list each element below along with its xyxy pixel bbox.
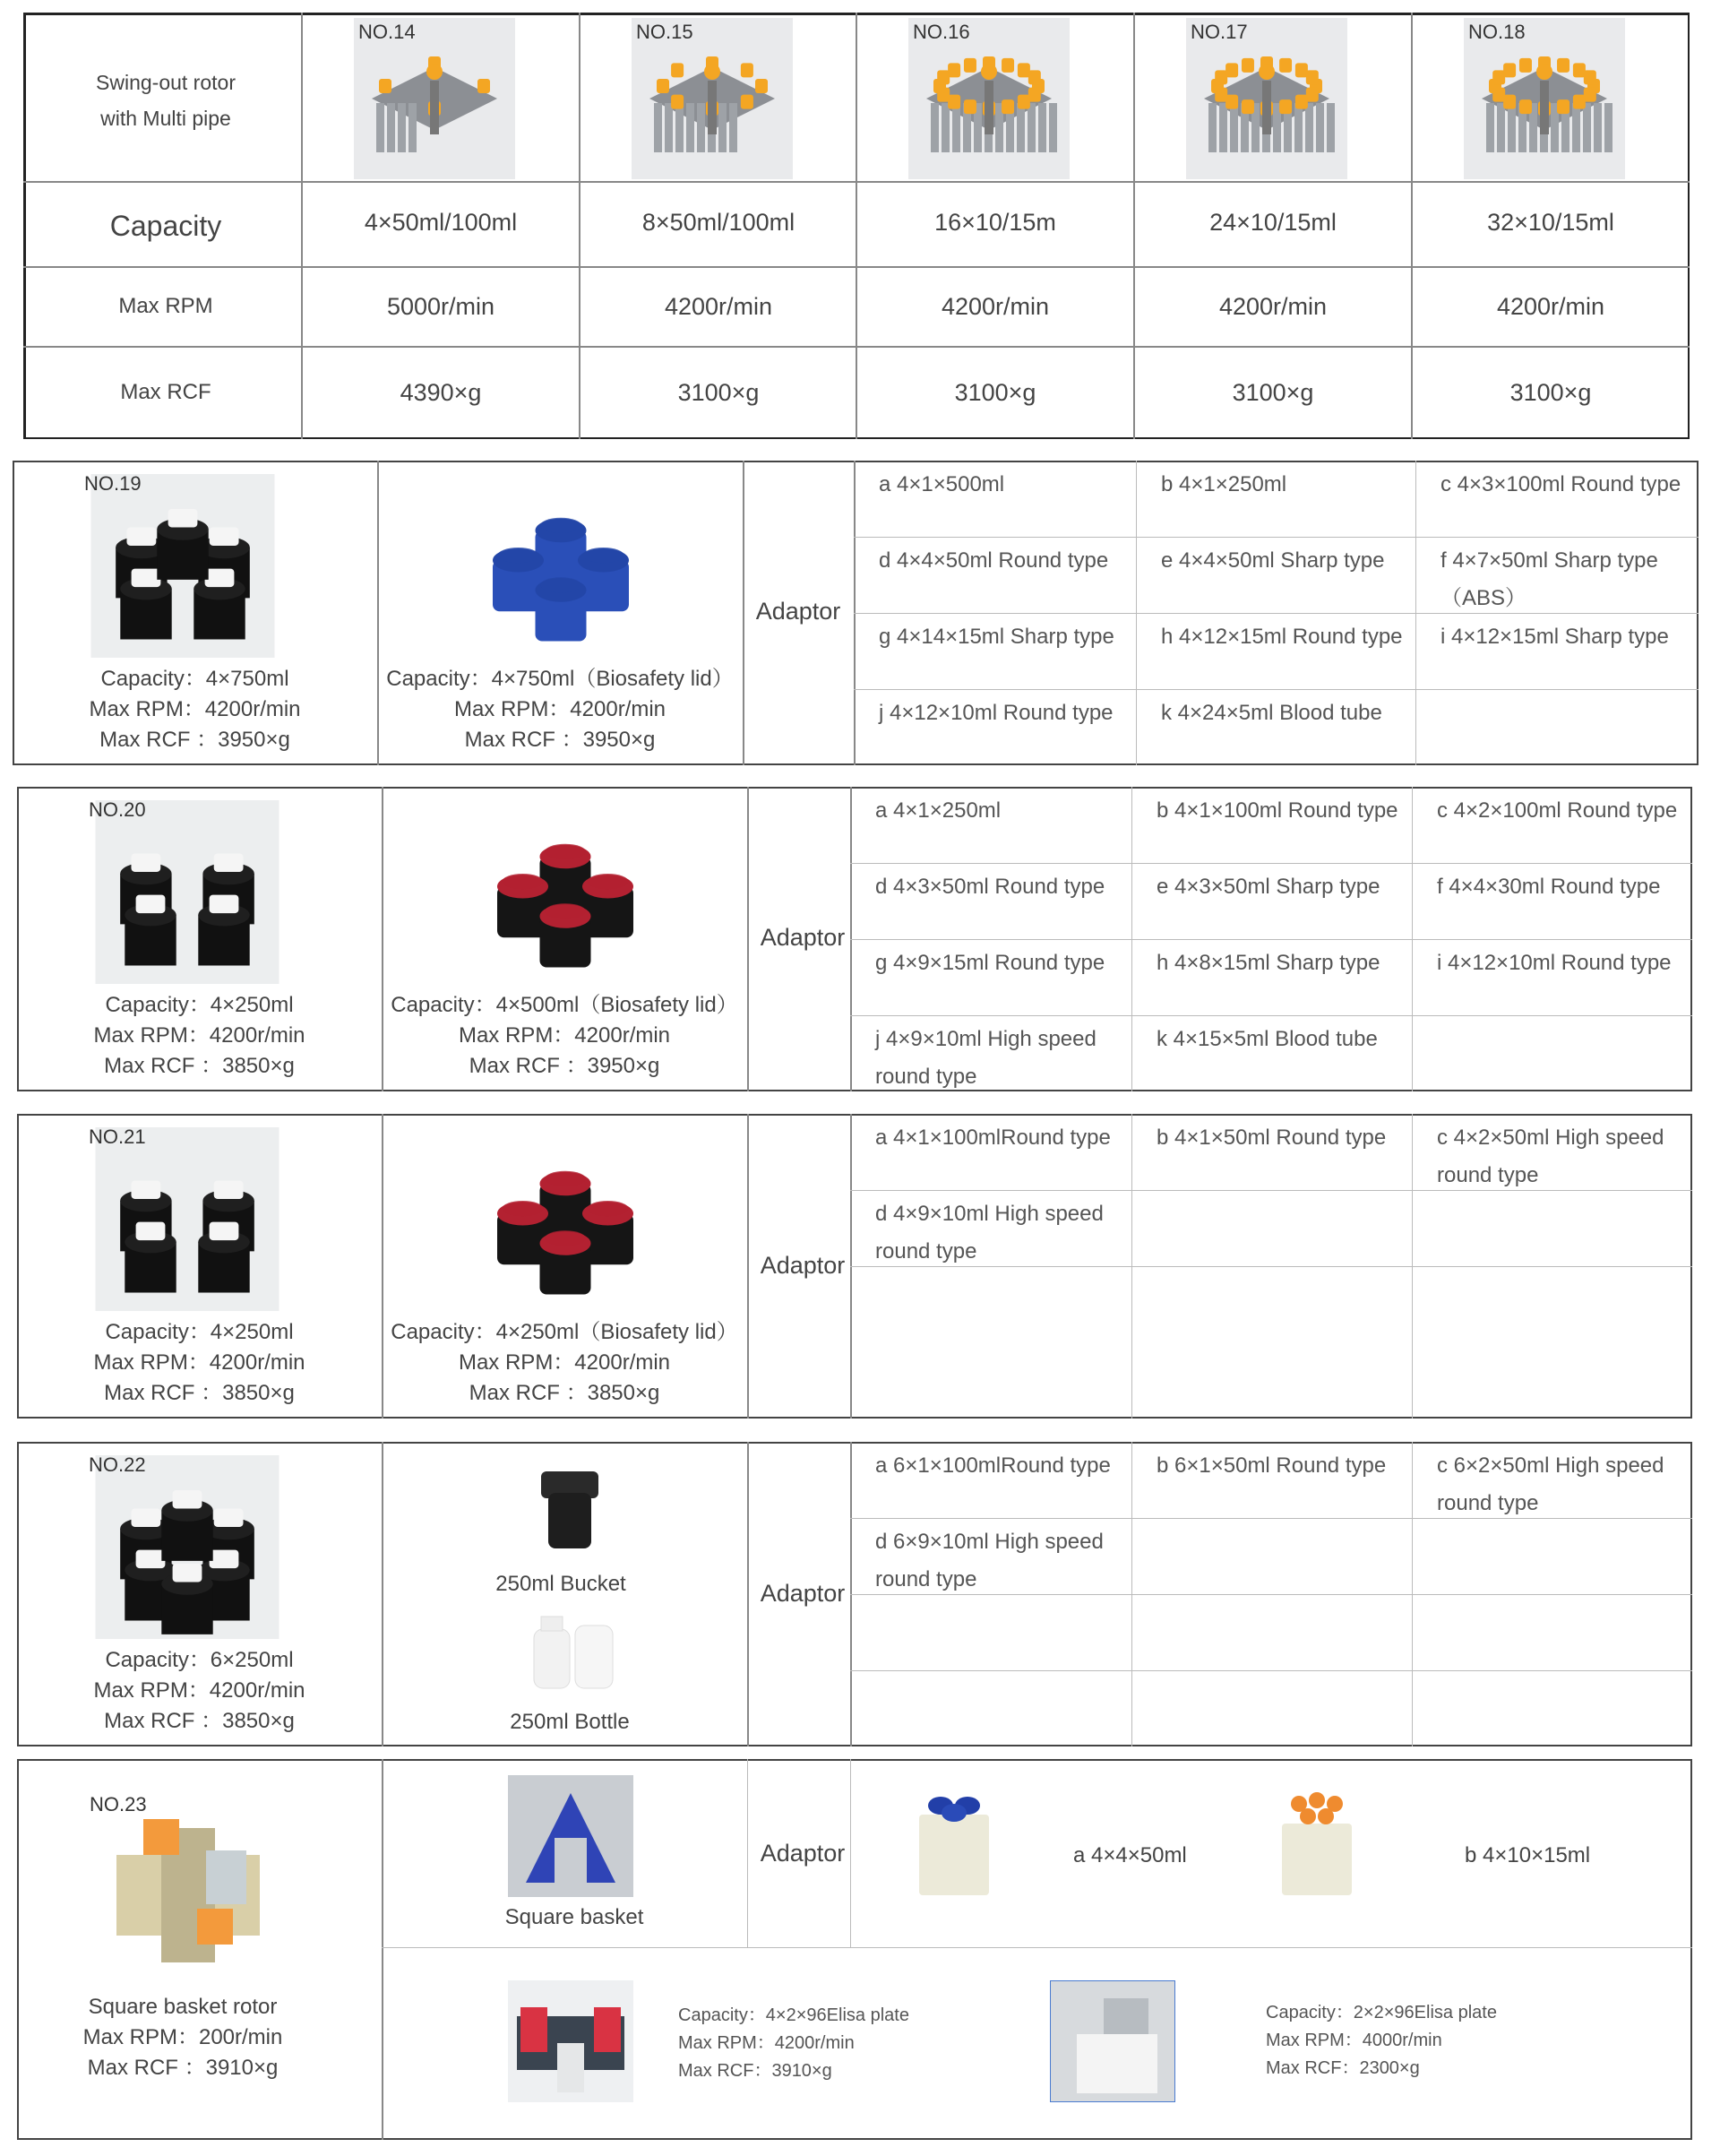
adaptor-item: c 4×2×100ml Round type	[1437, 798, 1678, 823]
rotor-number: NO.22	[89, 1453, 146, 1476]
divider	[1415, 461, 1416, 765]
rotor-number: NO.17	[1191, 21, 1248, 43]
adaptor-item: i 4×12×10ml Round type	[1437, 951, 1672, 975]
max-rpm-value: 5000r/min	[386, 293, 495, 320]
adaptor-item: c 4×3×100ml Round type	[1440, 472, 1681, 496]
divider	[382, 1759, 383, 2140]
adaptor-item: c 4×2×50ml High speed round type	[1437, 1125, 1664, 1187]
adaptor-item: d 4×4×50ml Round type	[879, 548, 1109, 573]
rotor-photo	[93, 1455, 281, 1639]
max-rpm-text: Max RPM：4200r/min	[458, 1350, 671, 1375]
max-rcf-text: Max RCF ：3850×g	[104, 1709, 295, 1733]
divider	[1131, 1442, 1132, 1746]
adaptor-item: d 6×9×10ml High speed round type	[875, 1530, 1104, 1591]
adaptor-label: Adaptor	[760, 1580, 846, 1607]
max-rpm-value: 4200r/min	[1496, 293, 1605, 320]
adaptor-item: a 4×1×250ml	[875, 798, 1002, 823]
max-rpm-text: Max RPM：4200r/min	[458, 1023, 671, 1048]
rotor-number: NO.20	[89, 798, 146, 821]
adaptor-item: c 6×2×50ml High speed round type	[1437, 1453, 1664, 1515]
divider	[850, 863, 1692, 864]
max-rpm-text: Max RPM：4200r/min	[89, 697, 301, 721]
max-rcf-text: Max RCF ：3850×g	[104, 1381, 295, 1405]
max-rpm-text: Max RPM：200r/min	[82, 2025, 283, 2049]
rotor-number: NO.16	[913, 21, 970, 43]
divider	[382, 1947, 1692, 1948]
divider	[850, 1015, 1692, 1016]
capacity-value: 16×10/15m	[934, 209, 1056, 236]
adaptor-a-text: a 4×4×50ml	[1073, 1843, 1187, 1867]
plate2-capacity: Capacity：2×2×96Elisa plate	[1266, 2003, 1497, 2022]
adaptor-item: d 4×9×10ml High speed round type	[875, 1202, 1104, 1263]
rotor-photo	[93, 800, 281, 984]
divider	[850, 1670, 1692, 1671]
divider	[854, 689, 1698, 690]
square-basket-caption: Square basket	[504, 1905, 644, 1929]
max-rcf-text: Max RCF ：3910×g	[87, 2056, 279, 2080]
bucket-photo	[536, 1466, 604, 1556]
max-rcf-value: 3100×g	[677, 379, 760, 406]
divider	[850, 1518, 1692, 1519]
max-rpm-text: Max RPM：4200r/min	[93, 1678, 305, 1703]
capacity-text: Capacity：4×250ml	[105, 1320, 294, 1344]
capacity-value: 24×10/15ml	[1209, 209, 1337, 236]
adaptor-item: b 4×1×100ml Round type	[1157, 798, 1398, 823]
adaptor-item: f 4×7×50ml Sharp type（ABS）	[1440, 548, 1658, 610]
divider	[850, 1266, 1692, 1267]
capacity-text: Capacity：4×750ml（Biosafety lid）	[386, 667, 734, 691]
capacity-label: Capacity	[109, 210, 222, 242]
rotor-number: NO.18	[1468, 21, 1526, 43]
max-rcf-text: Max RCF ：3950×g	[99, 728, 290, 752]
adaptor-item: b 4×1×250ml	[1161, 472, 1287, 496]
adaptor-label: Adaptor	[760, 1252, 846, 1279]
row-header-rotor: Swing-out rotor with Multi pipe	[96, 71, 236, 130]
adaptor-item: a 4×1×100mlRound type	[875, 1125, 1111, 1150]
max-rcf-text: Max RCF ：3850×g	[469, 1381, 660, 1405]
adaptor-item: e 4×4×50ml Sharp type	[1161, 548, 1385, 573]
capacity-text: Capacity：6×250ml	[105, 1648, 294, 1672]
adaptor-item: d 4×3×50ml Round type	[875, 875, 1105, 899]
bucket-caption: 250ml Bucket	[495, 1572, 626, 1596]
capacity-text: Capacity：4×500ml（Biosafety lid）	[391, 993, 738, 1017]
adaptor-b-photo	[1277, 1788, 1357, 1900]
biosafety-rotor-photo	[480, 823, 650, 993]
adaptor-item: e 4×3×50ml Sharp type	[1157, 875, 1380, 899]
max-rcf-text: Max RCF ：3850×g	[104, 1054, 295, 1078]
adaptor-item: a 4×1×500ml	[879, 472, 1005, 496]
max-rcf-label: Max RCF	[120, 380, 211, 404]
adaptor-item: h 4×8×15ml Sharp type	[1157, 951, 1380, 975]
bottle-photo	[529, 1613, 618, 1692]
divider	[850, 1594, 1692, 1595]
max-rpm-text: Max RPM：4200r/min	[453, 697, 666, 721]
adaptor-label: Adaptor	[760, 924, 846, 951]
plate1-rcf: Max RCF：3910×g	[678, 2061, 832, 2081]
capacity-value: 32×10/15ml	[1487, 209, 1614, 236]
max-rpm-text: Max RPM：4200r/min	[93, 1350, 305, 1375]
rotor-photo	[93, 1127, 281, 1311]
max-rcf-value: 3100×g	[1509, 379, 1592, 406]
max-rpm-value: 4200r/min	[1218, 293, 1328, 320]
plate1-rpm: Max RPM：4200r/min	[678, 2033, 855, 2053]
divider	[1131, 1114, 1132, 1419]
rotor-number: NO.19	[84, 472, 142, 495]
divider	[854, 613, 1698, 614]
capacity-value: 4×50ml/100ml	[364, 209, 518, 236]
biosafety-rotor-photo	[476, 496, 646, 667]
capacity-text: Capacity：4×750ml	[100, 667, 289, 691]
max-rpm-value: 4200r/min	[941, 293, 1050, 320]
rotor-title: Square basket rotor	[88, 1995, 278, 2019]
adaptor-item: h 4×12×15ml Round type	[1161, 625, 1403, 649]
adaptor-item: f 4×4×30ml Round type	[1437, 875, 1661, 899]
divider	[23, 266, 1690, 268]
adaptor-item: g 4×14×15ml Sharp type	[879, 625, 1114, 649]
adaptor-a-photo	[914, 1788, 994, 1900]
adaptor-item: j 4×9×10ml High speed round type	[875, 1027, 1096, 1089]
rotor-number: NO.23	[90, 1793, 147, 1815]
adaptor-label: Adaptor	[755, 598, 841, 625]
max-rpm-text: Max RPM：4200r/min	[93, 1023, 305, 1048]
adaptor-label: Adaptor	[760, 1840, 846, 1867]
divider	[1412, 1442, 1413, 1746]
max-rpm-label: Max RPM	[118, 294, 213, 318]
divider	[1412, 1114, 1413, 1419]
elisa-rotor-2-photo	[1050, 1980, 1175, 2102]
divider	[854, 537, 1698, 538]
square-basket-photo	[508, 1775, 633, 1897]
capacity-value: 8×50ml/100ml	[641, 209, 796, 236]
adaptor-item: k 4×15×5ml Blood tube	[1157, 1027, 1378, 1051]
adaptor-item: a 6×1×100mlRound type	[875, 1453, 1111, 1478]
adaptor-item: k 4×24×5ml Blood tube	[1161, 701, 1382, 725]
bottle-caption: 250ml Bottle	[510, 1710, 630, 1734]
max-rcf-value: 3100×g	[1232, 379, 1314, 406]
adaptor-item: j 4×12×10ml Round type	[879, 701, 1114, 725]
elisa-rotor-1-photo	[508, 1980, 633, 2102]
rotor-photo	[108, 1801, 269, 1971]
capacity-text: Capacity：4×250ml	[105, 993, 294, 1017]
divider	[23, 346, 1690, 348]
plate2-rcf: Max RCF：2300×g	[1266, 2058, 1420, 2078]
max-rcf-text: Max RCF ：3950×g	[469, 1054, 660, 1078]
adaptor-item: b 6×1×50ml Round type	[1157, 1453, 1387, 1478]
divider	[850, 939, 1692, 940]
max-rcf-value: 4390×g	[400, 379, 482, 406]
divider	[1131, 787, 1132, 1091]
plate1-capacity: Capacity：4×2×96Elisa plate	[678, 2005, 909, 2025]
divider	[1412, 787, 1413, 1091]
adaptor-item: i 4×12×15ml Sharp type	[1440, 625, 1669, 649]
max-rcf-text: Max RCF ：3950×g	[464, 728, 656, 752]
rotor-photo	[89, 474, 277, 658]
divider	[23, 181, 1690, 183]
adaptor-b-text: b 4×10×15ml	[1465, 1843, 1591, 1867]
divider	[1136, 461, 1137, 765]
plate2-rpm: Max RPM：4000r/min	[1266, 2031, 1442, 2050]
max-rpm-value: 4200r/min	[664, 293, 773, 320]
rotor-number: NO.15	[636, 21, 693, 43]
capacity-text: Capacity：4×250ml（Biosafety lid）	[391, 1320, 738, 1344]
adaptor-item: g 4×9×15ml Round type	[875, 951, 1105, 975]
biosafety-rotor-photo	[480, 1150, 650, 1320]
rotor-number: NO.14	[358, 21, 416, 43]
max-rcf-value: 3100×g	[954, 379, 1036, 406]
adaptor-item: b 4×1×50ml Round type	[1157, 1125, 1387, 1150]
rotor-number: NO.21	[89, 1125, 146, 1148]
divider	[850, 1190, 1692, 1191]
